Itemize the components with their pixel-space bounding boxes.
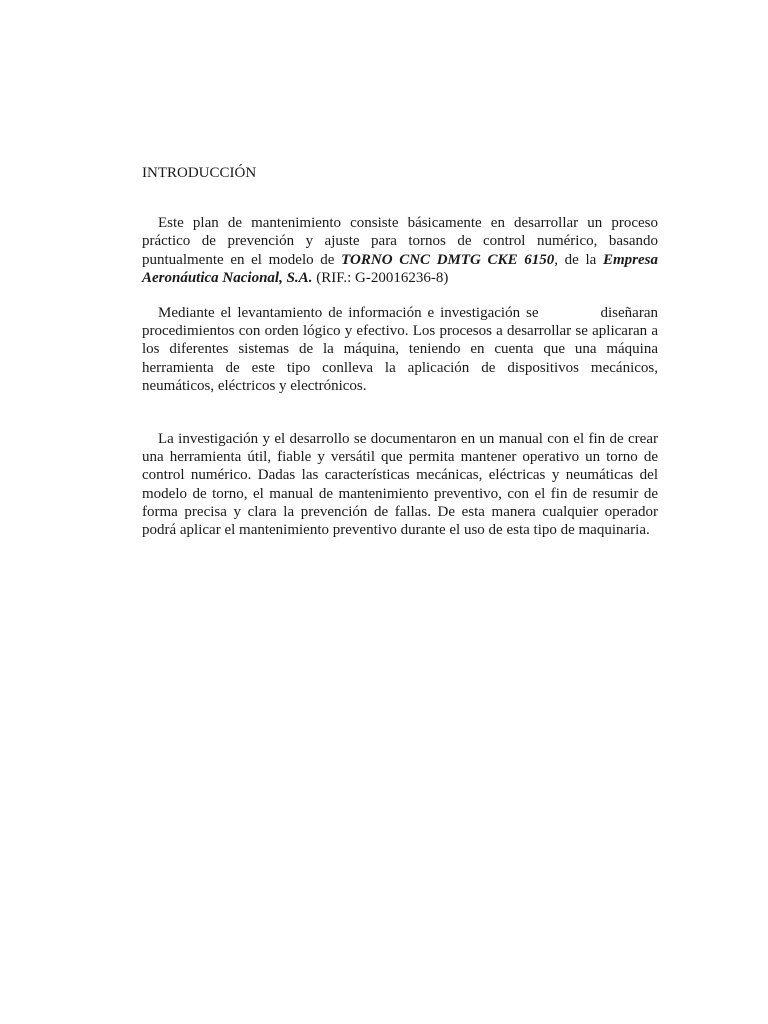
paragraph-intro-text-2: , de la (554, 251, 603, 268)
section-heading: INTRODUCCIÓN (142, 165, 257, 181)
paragraph-method-text-1: Mediante el levantamiento de información e investigación se (158, 305, 539, 322)
company-name: Empresa Aeronáutica Nacional, S.A. (142, 251, 659, 286)
paragraph-method-text-2: diseñaran procedimientos con orden lógico y efectivo. Los procesos a desarrollar se aplicaran a los diferentes sistemas de la máquina, teniendo en cuenta que una máquina herramienta de este tipo conlleva la aplicación de dispositivos mecánicos, neumáticos, eléctricos y electrónicos. (142, 305, 658, 394)
paragraph-documentation: La investigación y el desarrollo se documentaron en un manual con el fin de crear una herramienta útil, fiable y versátil que permita mantener operativo un torno de control numérico. Dadas las características mecánicas, eléctricas y neumáticas del modelo de torno, el manual de mantenimiento preventivo, con el fin de resumir de forma precisa y clara la prevención de fallas. De esta manera cualquier operador podrá aplicar el mantenimiento preventivo durante el uso de esta tipo de maquinaria. (142, 431, 658, 539)
document-page (142, 164, 658, 539)
paragraph-intro-text-1: Este plan de mantenimiento consiste básicamente en desarrollar un proceso práctico de prevención y ajuste para tornos de control numérico, basando puntualmente en el modelo de (142, 215, 658, 268)
paragraph-method (142, 304, 658, 395)
company-rif: (RIF.: G-20016236-8) (312, 269, 449, 286)
machine-model: TORNO CNC DMTG CKE 6150 (341, 251, 555, 268)
paragraph-intro (142, 214, 658, 287)
